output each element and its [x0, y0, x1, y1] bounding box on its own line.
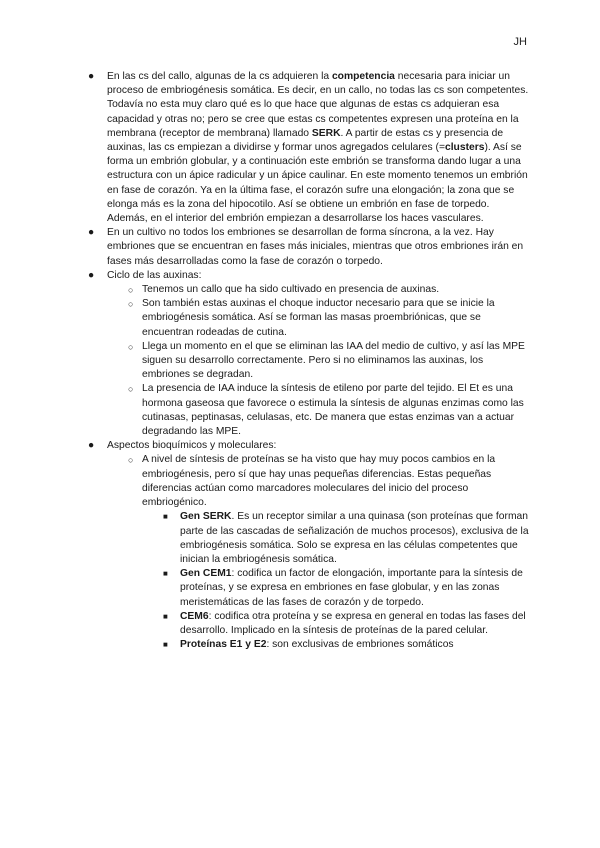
text: Llega un momento en el que se eliminan las IAA del medio de cultivo, y así las MPE siguen su desarrollo correctamente. Pero si no eliminamos las auxinas, los embriones se degradan. — [142, 340, 525, 381]
text: necesaria para iniciar un proceso de embriogénesis somática. Es decir, en un callo, no todas las cs son competentes. Todavía no esta muy claro qué es lo que hace que algunas de estas cs adquieran esa capacidad y otras no; pero se cree que estas cs competentes expresen una proteína en la membrana (receptor de membrana) llamado — [107, 71, 529, 139]
subsubitem-cem6 — [72, 610, 532, 638]
subitem-sintesis-proteinas — [72, 453, 532, 510]
subsubitem-proteinas-e1-e2 — [72, 638, 532, 652]
bold-term: Gen CEM1 — [180, 568, 232, 580]
bullet-item-cultivo — [72, 226, 532, 269]
bullet-icon: ● — [88, 269, 95, 281]
bullet-item-ciclo-auxinas — [72, 269, 532, 283]
bullet-icon: ● — [88, 227, 95, 239]
text: . Es un receptor similar a una quinasa (son proteínas que forman parte de las cascadas de señalización de muchos procesos), exclusiva de la embriogénesis somática. Solo se expresa en las células competentes que inician la embriogénesis somática. — [180, 511, 529, 565]
document-body — [72, 70, 532, 652]
text: . A partir de estas cs y presencia de auxinas, las cs empiezan a dividirse y formar unos agregados celulares (= — [107, 127, 504, 154]
text: La presencia de IAA induce la síntesis de etileno por parte del tejido. El Et es una hormona gaseosa que favorece o estimula la síntesis de algunas enzimas como las cutinasas, peptinasas, celulasas, etc. De manera que estas enzimas van a actuar degradando las MPE. — [142, 383, 524, 438]
bold-term: CEM6 — [180, 610, 209, 622]
subitem-choque-inductor — [72, 297, 532, 340]
text: Tenemos un callo que ha sido cultivado en presencia de auxinas. — [142, 284, 440, 296]
bold-term-competencia: competencia — [331, 71, 395, 82]
text: Aspectos bioquímicos y moleculares: — [107, 440, 277, 452]
text: : codifica otra proteína y se expresa en general en todas las fases del desarrollo. Implicado en la síntesis de proteínas de la pared celular. — [180, 610, 526, 636]
text: ). Así se forma un embrión globular, y a continuación este embrión se transforma dando lugar a una estructura con un ápice radicular y un ápice caulinar. En este momento tenemos un embrión en fase de corazón. Ya en la última fase, el corazón sufre una elongación; la zona que se elonga más es la zona del hipocotilo. Así se obtiene un embrión en fase de torpedo. Además, en el interior del embrión empiezan a desarrollarse los haces vasculares. — [107, 142, 528, 225]
bullet-icon: ● — [88, 71, 95, 82]
bold-term-serk: SERK — [311, 127, 341, 139]
text: Son también estas auxinas el choque inductor necesario para que se inicie la embriogénesis somática. Así se forman las masas proembriónicas, que se encuentran rodeadas de cutina. — [142, 298, 495, 338]
text: : son exclusivas de embriones somáticos — [266, 639, 454, 651]
subitem-etileno — [72, 382, 532, 439]
bullet-icon: ● — [88, 440, 95, 452]
circle-bullet-icon: ○ — [128, 299, 134, 310]
bold-term: Proteínas E1 y E2 — [180, 639, 267, 651]
subitem-eliminar-iaa — [72, 340, 532, 383]
square-bullet-icon: ■ — [163, 611, 168, 621]
text: : codifica un factor de elongación, importante para la síntesis de proteínas, y se expresa en embriones en fase globular, y en las zonas meristemáticas de las fases de corazón y de torpedo. — [180, 568, 523, 608]
subsubitem-gen-cem1 — [72, 567, 532, 610]
bold-term-clusters: clusters — [444, 142, 485, 154]
circle-bullet-icon: ○ — [128, 384, 134, 395]
text: A nivel de síntesis de proteínas se ha visto que hay muy pocos cambios en la embriogénesis, pero sí que hay unas pequeñas diferencias. Estas pequeñas diferencias actúan como marcadores moleculares del inicio del proceso embriogénico. — [142, 454, 496, 509]
bullet-item-aspectos — [72, 439, 532, 453]
bullet-item-callo-competencia — [72, 70, 532, 226]
text: Ciclo de las auxinas: — [107, 269, 202, 281]
circle-bullet-icon: ○ — [128, 285, 134, 296]
square-bullet-icon: ■ — [163, 640, 168, 650]
header-initials: JH — [513, 36, 527, 48]
circle-bullet-icon: ○ — [128, 455, 134, 466]
circle-bullet-icon: ○ — [128, 341, 134, 352]
square-bullet-icon: ■ — [163, 569, 168, 579]
text: En las cs del callo, algunas de la cs adquieren la — [107, 71, 332, 82]
bold-term: Gen SERK — [180, 511, 232, 523]
subsubitem-gen-serk — [72, 510, 532, 567]
square-bullet-icon: ■ — [163, 512, 168, 522]
subitem-callo-auxinas — [72, 283, 532, 297]
text: En un cultivo no todos los embriones se desarrollan de forma síncrona, a la vez. Hay embriones que se encuentran en fases más iniciales, mientras que otros embriones irán en fases más desarrolladas como la fase de corazón o torpedo. — [107, 227, 524, 267]
